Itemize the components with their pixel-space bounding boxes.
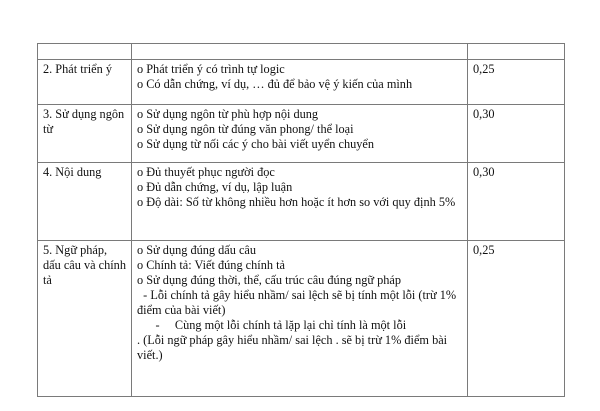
criterion-label: 5. Ngữ pháp, dấu câu và chính tả [43,243,126,287]
descriptor-line: o Phát triển ý có trình tự logic [137,62,285,76]
descriptor-line: o Độ dài: Số từ không nhiều hơn hoặc ít hơn so với quy định 5% [137,195,456,209]
table-row [38,60,565,105]
descriptor-note: . (Lỗi ngữ pháp gây hiểu nhầm/ sai lệch . sẽ bị trừ 1% điểm bài [137,333,448,347]
weight-cell: 0,30 [468,105,565,163]
descriptor-note: - Cùng một lỗi chính tả lặp lại chỉ tính là một lỗi [137,318,407,332]
descriptor-line: o Sử dụng từ nối các ý cho bài viết uyển chuyển [137,137,375,151]
descriptor-cell [132,105,468,163]
descriptor-line: o Sử dụng ngôn từ phù hợp nội dung [137,107,319,121]
criterion-label: 3. Sử dụng ngôn từ [43,107,125,136]
descriptor-cell [132,60,468,105]
table-row [38,105,565,163]
table-row [38,241,565,397]
descriptor-line: o Sử dụng đúng dấu câu [137,243,257,257]
criterion-cell [38,105,132,163]
empty-cell [132,44,468,60]
descriptor-line: o Có dẫn chứng, ví dụ, … đủ để bảo vệ ý kiến của mình [137,77,413,91]
criterion-cell [38,60,132,105]
criterion-cell [38,163,132,241]
descriptor-line: o Sử dụng ngôn từ đúng văn phong/ thể loại [137,122,354,136]
rubric-table [37,43,565,397]
descriptor-line: o Đủ dẫn chứng, ví dụ, lập luận [137,180,293,194]
descriptor-line: o Sử dụng đúng thời, thể, cấu trúc câu đúng ngữ pháp [137,273,402,287]
descriptor-cell [132,241,468,397]
criterion-label: 2. Phát triển ý [43,62,112,76]
empty-cell [38,44,132,60]
weight-cell: 0,25 [468,241,565,397]
weight-cell: 0,30 [468,163,565,241]
descriptor-note: - Lỗi chính tả gây hiểu nhầm/ sai lệch sẽ bị tính một lỗi (trừ 1% điểm của bài viết) [137,288,460,317]
criterion-cell [38,241,132,397]
table-row-empty [38,44,565,60]
empty-cell [468,44,565,60]
table-row [38,163,565,241]
descriptor-cell [132,163,468,241]
descriptor-line: o Đủ thuyết phục người đọc [137,165,275,179]
weight-cell: 0,25 [468,60,565,105]
descriptor-line: o Chính tả: Viết đúng chính tả [137,258,285,272]
criterion-label: 4. Nội dung [43,165,102,179]
descriptor-note: viết.) [137,348,163,362]
